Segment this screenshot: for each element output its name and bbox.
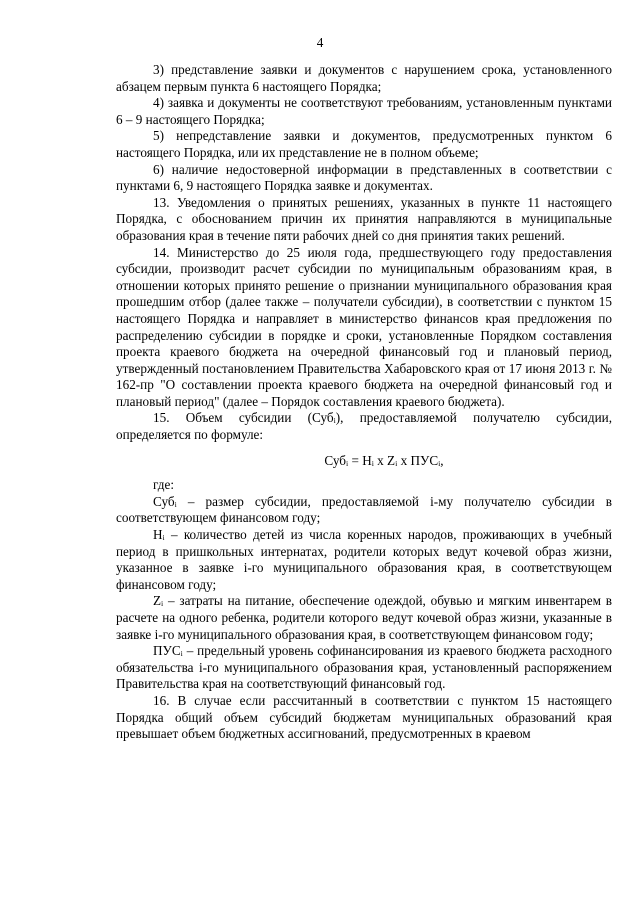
paragraph-16: 16. В случае если рассчитанный в соответствии с пунктом 15 настоящего Порядка общий объем субсидий бюджетам муниципальных образований края превышает объем бюджетных ассигнований, предусмотренных в краевом [116, 692, 612, 742]
paragraph-13: 13. Уведомления о принятых решениях, указанных в пункте 11 настоящего Порядка, с обоснованием причин их принятия направляются в муниципальные образования края в течение пяти рабочих дней со дня принятия таких решений. [116, 194, 612, 243]
paragraph-item-5: 5) непредставление заявки и документов, предусмотренных пунктом 6 настоящего Порядка, или их представление не в полном объеме; [116, 128, 612, 160]
definition-pus: ПУСᵢ – предельный уровень софинансирования из краевого бюджета расходного обязательства i-го муниципального образования края, установленный распоряжением Правительства края на соответствующий финансовый год. [116, 643, 612, 692]
subsidy-formula: Субᵢ = Нᵢ x Zᵢ x ПУСᵢ, [324, 452, 444, 468]
definition-sub: Субᵢ – размер субсидии, предоставляемой i-му получателю субсидии в соответствующем финансовом году; [116, 493, 612, 526]
formula-where: где: [153, 477, 174, 493]
page-number: 4 [316, 35, 324, 50]
definition-z: Zᵢ – затраты на питание, обеспечение одеждой, обувью и мягким инвентарем в расчете на одного ребенка, родители которого ведут кочевой образ жизни, указанные в заявке i-го муниципального образования края, в соответствующем финансовом году; [116, 593, 612, 642]
paragraph-item-6: 6) наличие недостоверной информации в представленных в соответствии с пунктами 6, 9 настоящего Порядка заявке и документах. [116, 161, 612, 194]
paragraph-14: 14. Министерство до 25 июля года, предшествующего году предоставления субсидии, производит расчет субсидии по муниципальным образованиям края, в отношении которых принято решение о признании муниципального образования края прошедшим отбор (далее также – получатели субсидии), в соответствии с пунктом 15 настоящего Порядка и направляет в министерство финансов края предложения по распределению субсидии в порядке и сроки, установленные Порядком составления проекта краевого бюджета на очередной финансовый год и плановый период, утвержденный постановлением Правительства Хабаровского края от 17 июня 2013 г. № 162-пр "О составлении проекта краевого бюджета на очередной финансовый год и плановый период" (далее – Порядок составления краевого бюджета). [116, 244, 612, 409]
paragraph-item-4: 4) заявка и документы не соответствуют требованиям, установленным пунктами 6 – 9 настоящего Порядка; [116, 95, 612, 127]
definition-n: Нᵢ – количество детей из числа коренных народов, проживающих в учебный период в пришкольных интернатах, родители которых ведут кочевой образ жизни, указанное в заявке i-го муниципального образования края, в соответствующем финансовом году; [116, 527, 612, 592]
paragraph-15: 15. Объем субсидии (Субᵢ), предоставляемой получателю субсидии, определяется по формуле: [116, 410, 612, 443]
paragraph-item-3: 3) представление заявки и документов с нарушением срока, установленного абзацем первым пункта 6 настоящего Порядка; [116, 62, 612, 94]
document-body [116, 62, 612, 743]
